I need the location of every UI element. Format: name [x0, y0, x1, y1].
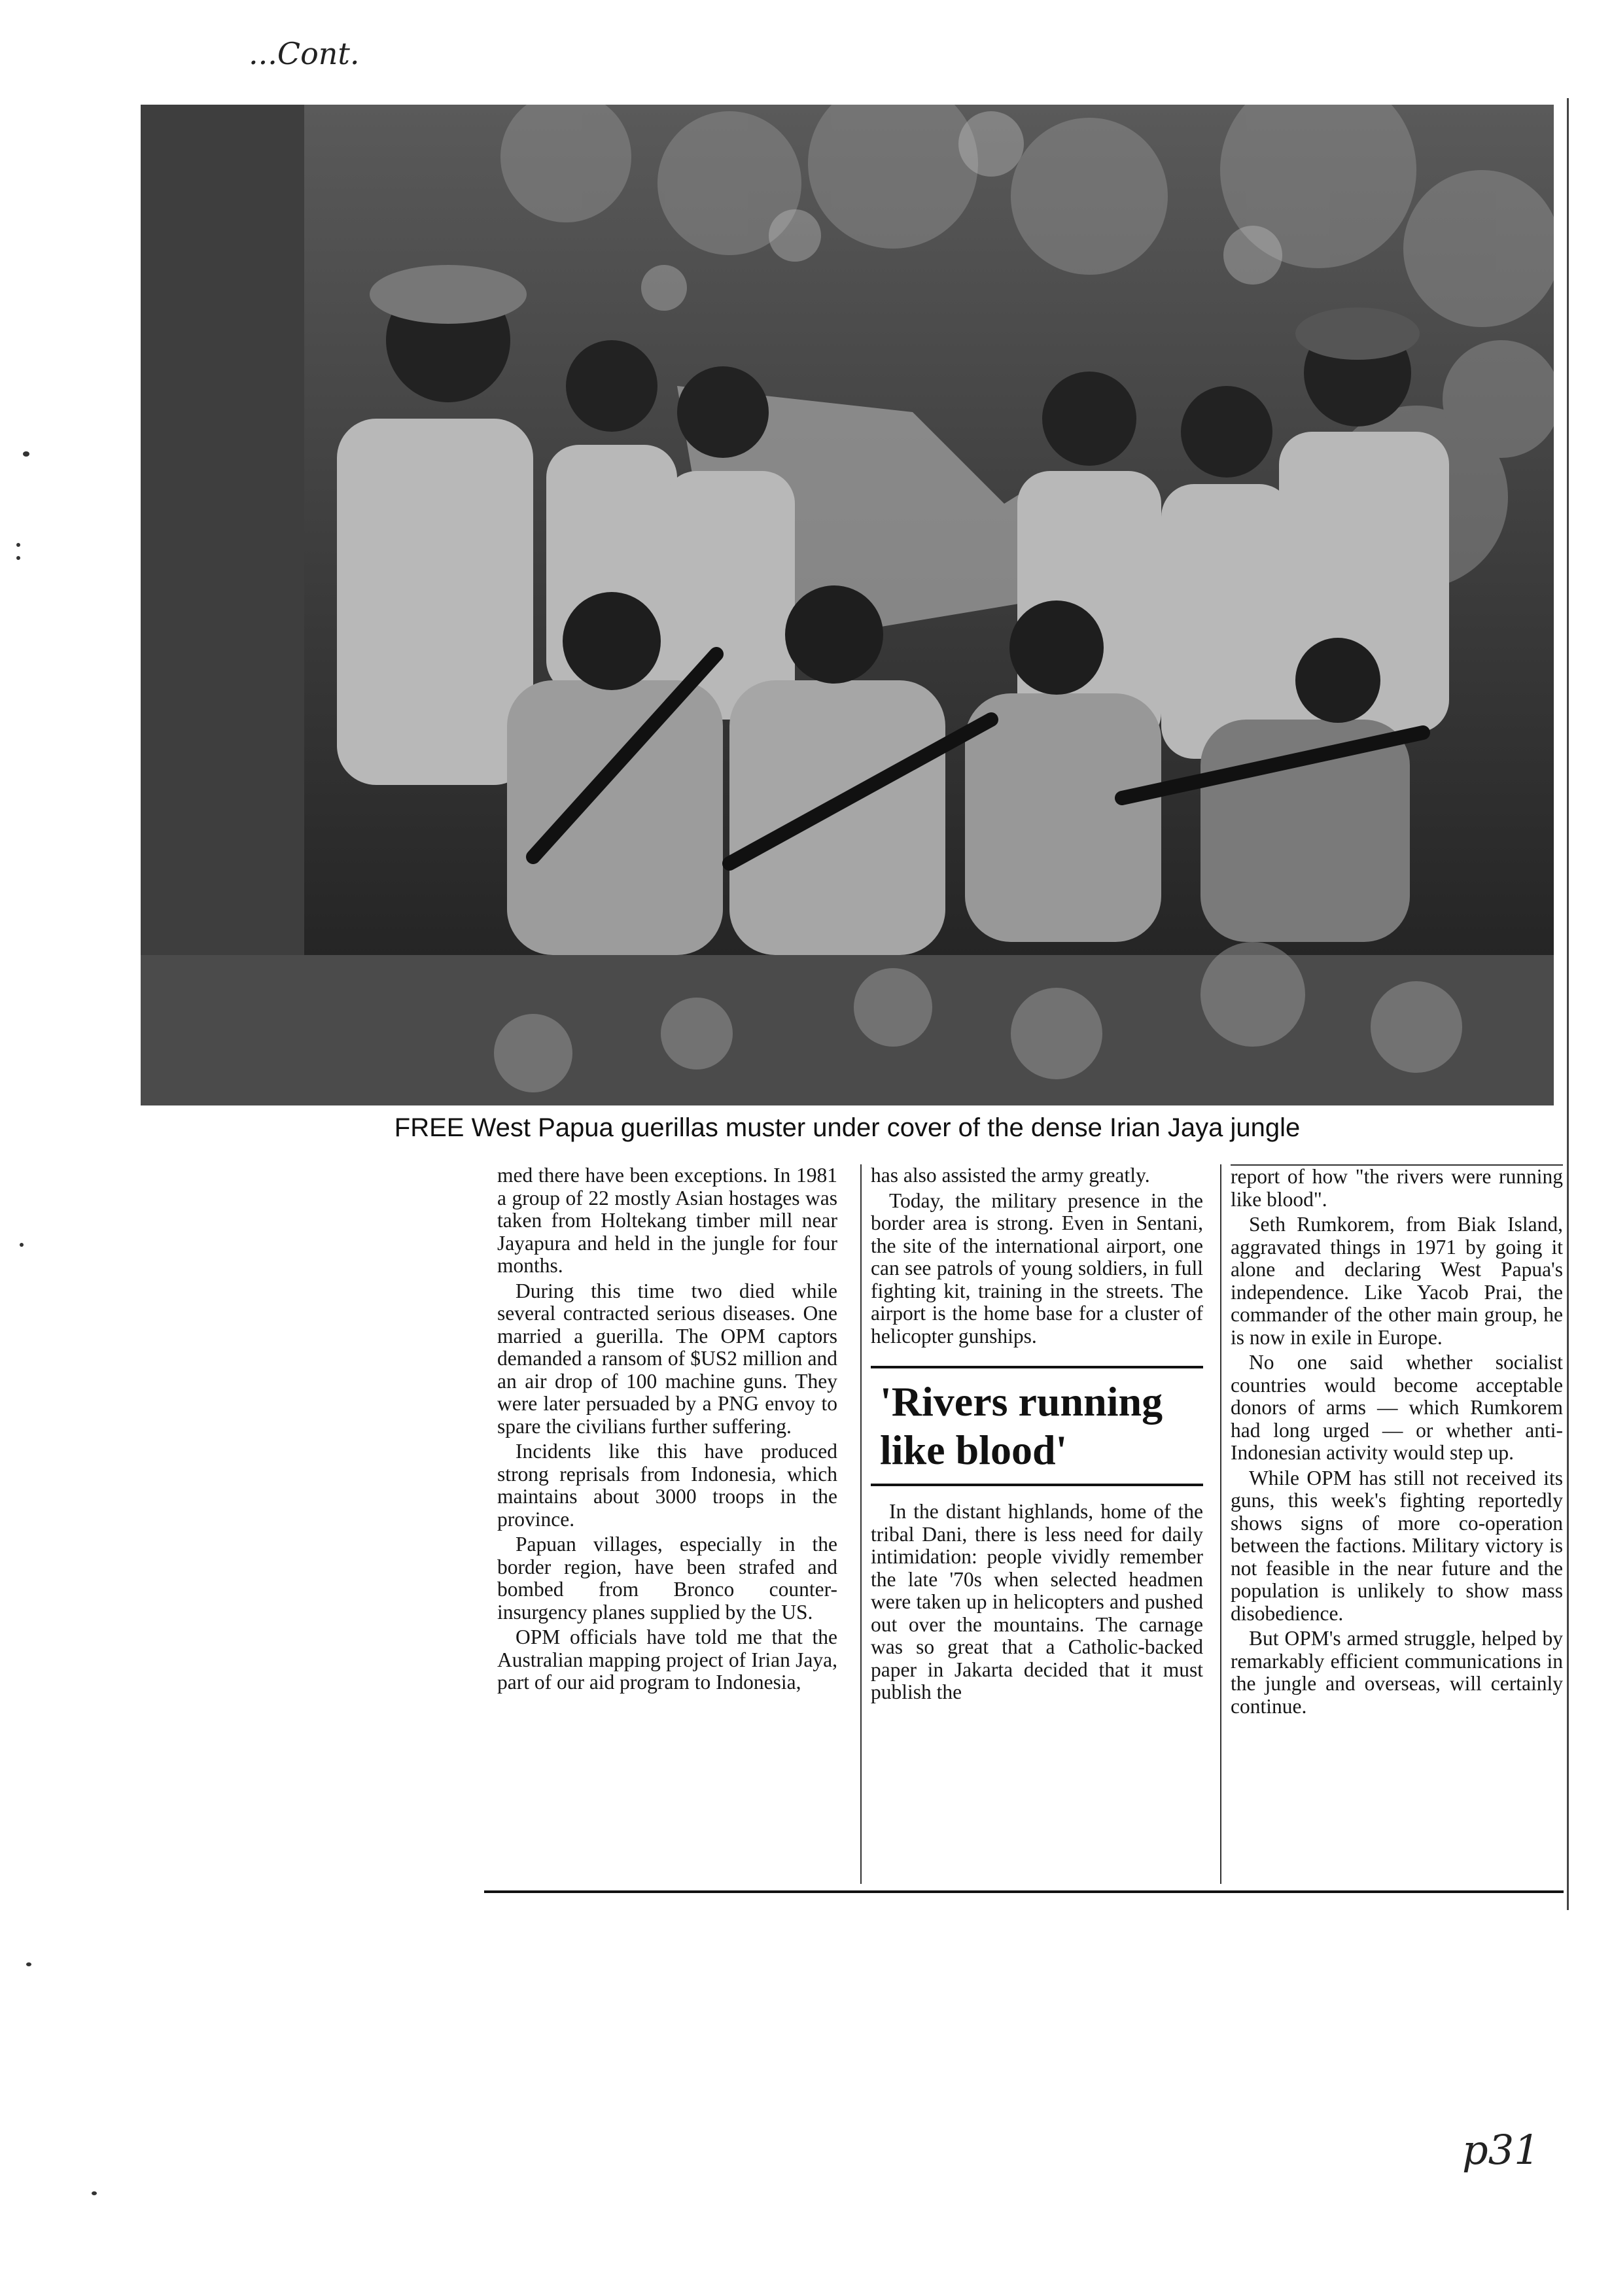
page-edge-divider [1567, 98, 1569, 1910]
paragraph: No one said whether socialist countries would become acceptable donors of arms — which Rumkorem had long urged — or whether anti-Indonesian activity would step up. [1231, 1351, 1563, 1464]
scan-speck [26, 1962, 31, 1966]
guerillas-photo [141, 105, 1554, 1105]
article-column-1 [497, 1164, 837, 1884]
paragraph: While OPM has still not received its guns, this week's fighting reportedly shows signs of more co-operation between the factions. Military victory is not feasible in the near future and the population is unlikely to show mass disobedience. [1231, 1466, 1563, 1625]
handwritten-note: ...Cont. [249, 36, 360, 71]
paragraph: In the distant highlands, home of the tribal Dani, there is less need for daily intimidation: people vividly remember the late '70s when selected headmen were taken up in helicopters and pushed out over the mountains. The carnage was so great that a Catholic-backed paper in Jakarta decided that it must publish the [871, 1500, 1203, 1703]
scan-speck [16, 556, 20, 560]
scan-speck [23, 451, 29, 457]
paragraph: OPM officials have told me that the Australian mapping project of Irian Jaya, part of our aid program to Indonesia, [497, 1626, 837, 1694]
paragraph: During this time two died while several contracted serious diseases. One married a guerilla. The OPM captors demanded a ransom of $US2 million and an air drop of 100 machine guns. They were later persuaded by a PNG envoy to spare the civilians further suffering. [497, 1279, 837, 1438]
paragraph: has also assisted the army greatly. [871, 1164, 1150, 1187]
article-body [484, 1164, 1564, 1893]
paragraph: Incidents like this have produced strong reprisals from Indonesia, which maintains about 3000 troops in the province. [497, 1440, 837, 1531]
paragraph: report of how "the rivers were running like blood". [1231, 1165, 1563, 1211]
article-column-3 [1220, 1164, 1563, 1884]
scan-speck [92, 2191, 97, 2195]
paragraph: But OPM's armed struggle, helped by remarkably efficient communications in the jungle and overseas, will certainly continue. [1231, 1627, 1563, 1718]
paragraph: med there have been exceptions. In 1981 a group of 22 mostly Asian hostages was taken from Holtekang timber mill near Jayapura and held in the jungle for four months. [497, 1164, 837, 1277]
paragraph: Seth Rumkorem, from Biak Island, aggravated things in 1971 by going it alone and declaring West Papua's independence. Like Yacob Prai, the commander of the other main group, he is now in exile in Europe. [1231, 1213, 1563, 1349]
scan-speck [16, 543, 20, 547]
pull-quote-heading: 'Rivers running like blood' [871, 1366, 1203, 1486]
photo-caption: FREE West Papua guerillas muster under cover of the dense Irian Jaya jungle [394, 1113, 1301, 1142]
paragraph: Today, the military presence in the border area is strong. Even in Sentani, the site of the international airport, one can see patrols of young soldiers, in full fighting kit, training in the streets. The airport is the home base for a cluster of helicopter gunships. [871, 1189, 1203, 1348]
paragraph: Papuan villages, especially in the border region, have been strafed and bombed from Bronco counter-insurgency planes supplied by the US. [497, 1533, 837, 1624]
scan-speck [20, 1243, 24, 1247]
page-number: p31 [1462, 2126, 1540, 2174]
photo-guerillas-icon [141, 105, 1554, 1105]
article-column-2 [860, 1164, 1203, 1884]
